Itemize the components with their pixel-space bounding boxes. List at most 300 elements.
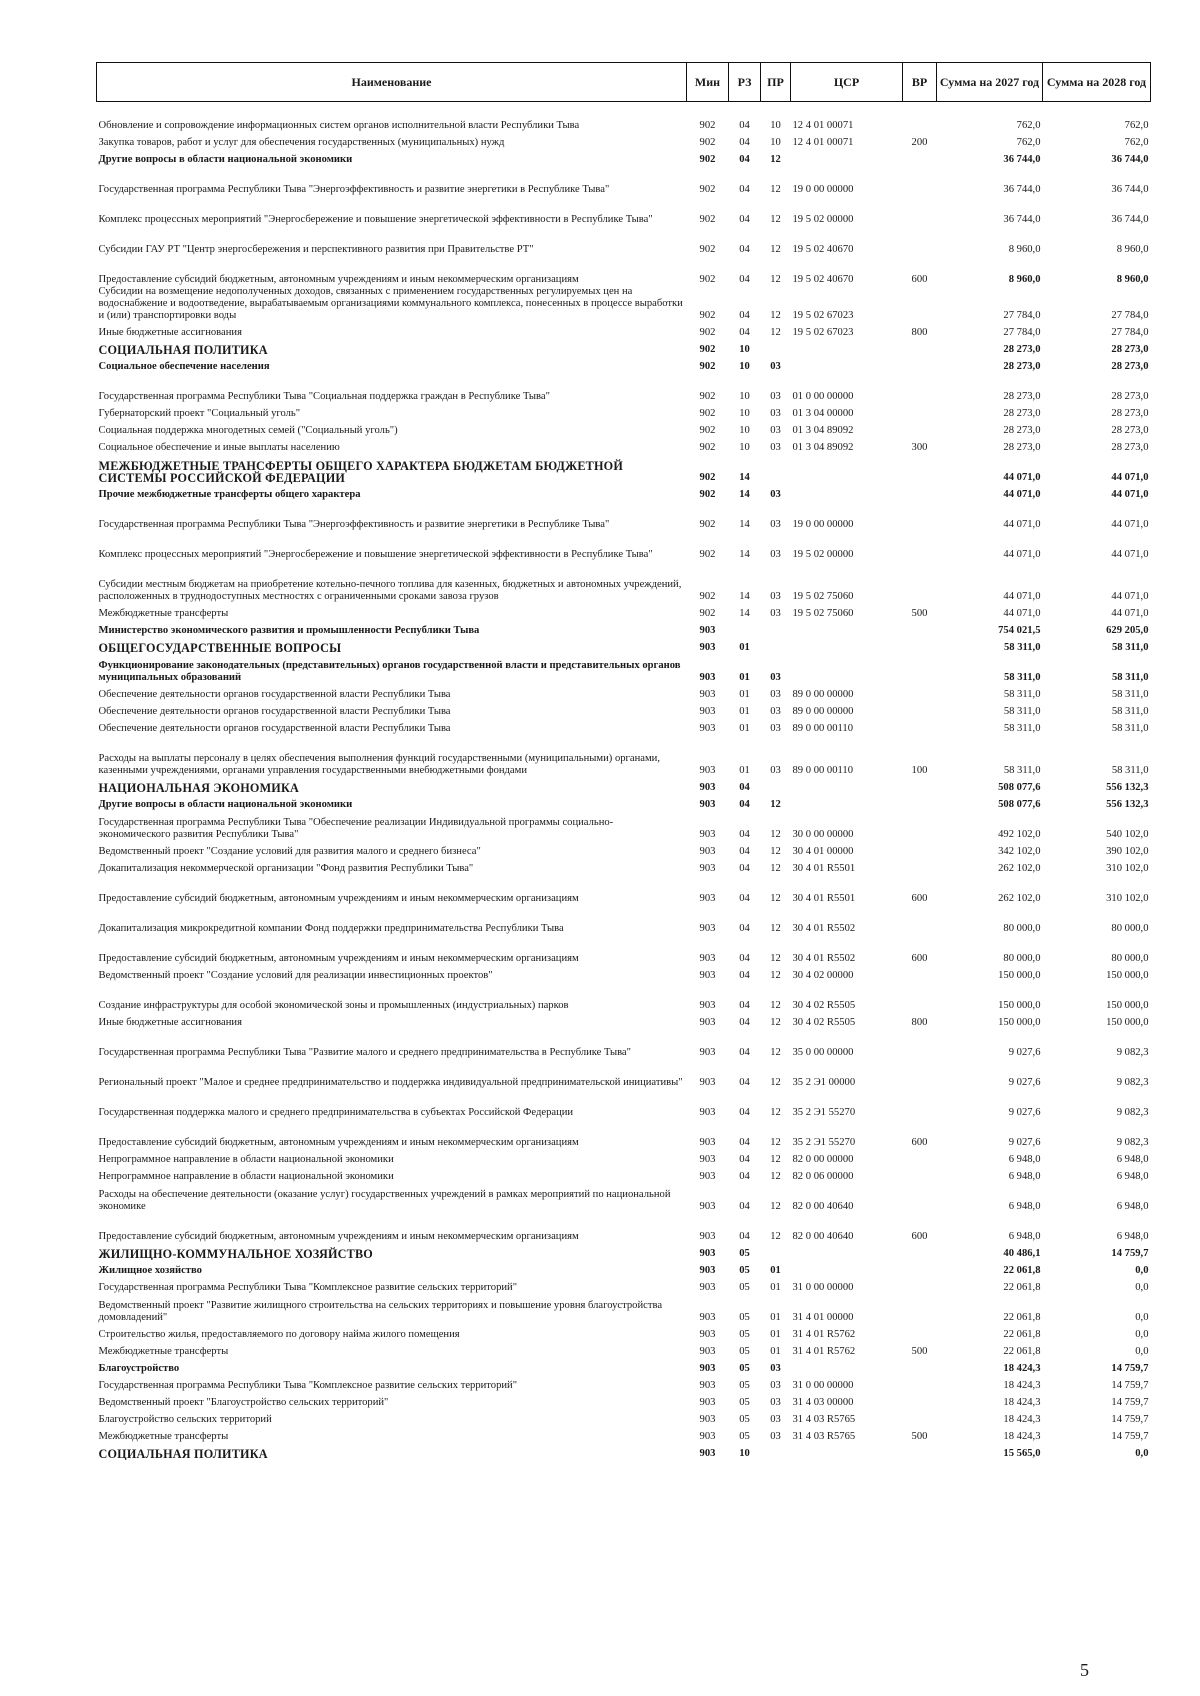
row-pr: 12 bbox=[770, 326, 781, 338]
row-name: Социальное обеспечение и иные выплаты населению bbox=[98, 441, 340, 453]
table-header bbox=[97, 63, 1151, 102]
row-vr: 600 bbox=[911, 892, 928, 904]
row-pr: 01 bbox=[770, 1328, 781, 1340]
row-rz: 04 bbox=[739, 1170, 750, 1182]
row-sum-2027: 80 000,0 bbox=[1003, 952, 1041, 964]
row-vr bbox=[903, 701, 937, 718]
row-sum-2028: 150 000,0 bbox=[1106, 999, 1149, 1011]
row-csr bbox=[791, 339, 903, 356]
row-vr: 600 bbox=[911, 1136, 928, 1148]
row-sum-2028: 629 205,0 bbox=[1106, 624, 1149, 636]
row-vr: 600 bbox=[911, 952, 928, 964]
row-pr: 03 bbox=[770, 518, 781, 530]
row-rz: 05 bbox=[739, 1379, 750, 1391]
row-name: Жилищное хозяйство bbox=[98, 1264, 202, 1276]
row-sum-2028: 28 273,0 bbox=[1111, 424, 1149, 436]
row-vr bbox=[903, 1029, 937, 1059]
table-row bbox=[97, 403, 1151, 420]
header-csr: ЦСР bbox=[791, 63, 903, 102]
row-name: Создание инфраструктуры для особой экономической зоны и промышленных (индустриальных) парков bbox=[98, 999, 569, 1011]
row-csr: 12 4 01 00071 bbox=[792, 119, 854, 131]
row-pr: 03 bbox=[770, 1379, 781, 1391]
row-sum-2028: 80 000,0 bbox=[1111, 952, 1149, 964]
row-min: 903 bbox=[699, 1362, 716, 1374]
row-pr: 12 bbox=[770, 309, 781, 321]
row-sum-2028: 28 273,0 bbox=[1111, 360, 1149, 372]
row-rz: 04 bbox=[739, 922, 750, 934]
row-vr bbox=[903, 777, 937, 794]
row-pr: 12 bbox=[770, 828, 781, 840]
header-sum-2028: Сумма на 2028 год bbox=[1043, 63, 1151, 102]
row-sum-2027: 22 061,8 bbox=[1003, 1281, 1041, 1293]
row-rz: 14 bbox=[739, 607, 750, 619]
row-csr: 31 4 01 00000 bbox=[792, 1311, 854, 1323]
row-sum-2027: 9 027,6 bbox=[1008, 1136, 1041, 1148]
row-min: 902 bbox=[699, 390, 716, 402]
row-sum-2027: 9 027,6 bbox=[1008, 1076, 1041, 1088]
table-row bbox=[97, 1260, 1151, 1277]
row-csr: 30 4 02 00000 bbox=[792, 969, 854, 981]
row-rz: 14 bbox=[739, 548, 750, 560]
row-min: 902 bbox=[699, 153, 716, 165]
row-min: 903 bbox=[699, 764, 716, 776]
row-sum-2027: 22 061,8 bbox=[1003, 1264, 1041, 1276]
row-pr bbox=[761, 777, 791, 794]
row-name: Государственная программа Республики Тыва "Комплексное развитие сельских территорий" bbox=[98, 1281, 518, 1293]
row-rz: 10 bbox=[739, 407, 750, 419]
row-rz: 10 bbox=[739, 424, 750, 436]
row-min: 903 bbox=[699, 828, 716, 840]
row-pr: 01 bbox=[770, 1345, 781, 1357]
row-pr: 03 bbox=[770, 1396, 781, 1408]
row-sum-2028: 58 311,0 bbox=[1111, 688, 1149, 700]
row-csr: 19 5 02 00000 bbox=[792, 548, 854, 560]
row-rz: 05 bbox=[739, 1362, 750, 1374]
row-vr bbox=[903, 356, 937, 373]
row-vr bbox=[903, 1277, 937, 1294]
row-sum-2028: 36 744,0 bbox=[1111, 213, 1149, 225]
row-min: 903 bbox=[699, 671, 716, 683]
row-min: 903 bbox=[699, 781, 716, 793]
row-min: 902 bbox=[699, 273, 716, 285]
row-sum-2028: 9 082,3 bbox=[1116, 1046, 1149, 1058]
page-number: 5 bbox=[1080, 1660, 1089, 1680]
row-name: Предоставление субсидий бюджетным, автономным учреждениям и иным некоммерческим организациям bbox=[98, 1230, 579, 1242]
row-rz: 04 bbox=[739, 1016, 750, 1028]
row-name: Государственная программа Республики Тыва "Комплексное развитие сельских территорий" bbox=[98, 1379, 518, 1391]
row-vr bbox=[903, 501, 937, 531]
row-csr: 31 4 01 R5762 bbox=[792, 1345, 856, 1357]
row-min: 903 bbox=[699, 1447, 716, 1459]
row-rz: 01 bbox=[739, 722, 750, 734]
row-sum-2027: 6 948,0 bbox=[1008, 1153, 1041, 1165]
row-csr: 35 2 Э1 55270 bbox=[792, 1106, 856, 1118]
row-sum-2028: 9 082,3 bbox=[1116, 1136, 1149, 1148]
row-rz: 04 bbox=[739, 845, 750, 857]
row-name: Расходы на выплаты персоналу в целях обеспечения выполнения функций государственными (муниципальными) органами, казенными учреждениями, органами управления государственными внебюджетными фондами bbox=[98, 752, 660, 776]
row-sum-2028: 150 000,0 bbox=[1106, 969, 1149, 981]
row-rz: 01 bbox=[739, 705, 750, 717]
table-row bbox=[97, 1029, 1151, 1059]
row-pr: 03 bbox=[770, 548, 781, 560]
row-sum-2027: 28 273,0 bbox=[1003, 343, 1041, 355]
row-name: Строительство жилья, предоставляемого по договору найма жилого помещения bbox=[98, 1328, 460, 1340]
row-pr: 12 bbox=[770, 999, 781, 1011]
row-sum-2027: 508 077,6 bbox=[998, 781, 1041, 793]
row-csr bbox=[791, 1260, 903, 1277]
row-sum-2028: 0,0 bbox=[1135, 1447, 1149, 1459]
row-vr bbox=[903, 420, 937, 437]
row-vr bbox=[903, 373, 937, 403]
row-pr: 12 bbox=[770, 1136, 781, 1148]
row-pr: 12 bbox=[770, 1200, 781, 1212]
row-vr bbox=[903, 637, 937, 654]
row-rz: 05 bbox=[739, 1430, 750, 1442]
table-row bbox=[97, 226, 1151, 256]
row-sum-2028: 14 759,7 bbox=[1111, 1247, 1149, 1259]
row-pr: 12 bbox=[770, 1076, 781, 1088]
row-rz: 04 bbox=[739, 999, 750, 1011]
table-row bbox=[97, 1243, 1151, 1260]
row-sum-2028: 28 273,0 bbox=[1111, 407, 1149, 419]
row-vr bbox=[903, 1243, 937, 1260]
row-name: Непрограммное направление в области национальной экономики bbox=[98, 1153, 394, 1165]
row-min: 903 bbox=[699, 1170, 716, 1182]
table-row bbox=[97, 1324, 1151, 1341]
row-sum-2028: 14 759,7 bbox=[1111, 1413, 1149, 1425]
table-row bbox=[97, 102, 1151, 132]
row-name: ОБЩЕГОСУДАРСТВЕННЫЕ ВОПРОСЫ bbox=[98, 640, 342, 654]
row-sum-2027: 22 061,8 bbox=[1003, 1328, 1041, 1340]
row-csr: 35 0 00 00000 bbox=[792, 1046, 854, 1058]
row-sum-2028: 0,0 bbox=[1135, 1264, 1149, 1276]
row-name: Государственная программа Республики Тыва "Обеспечение реализации Индивидуальной программы социально-экономического развития Республики Тыва" bbox=[98, 816, 614, 840]
row-rz: 04 bbox=[739, 1200, 750, 1212]
row-sum-2028: 80 000,0 bbox=[1111, 922, 1149, 934]
row-name: ЖИЛИЩНО-КОММУНАЛЬНОЕ ХОЗЯЙСТВО bbox=[98, 1246, 373, 1260]
row-min: 902 bbox=[699, 136, 716, 148]
row-csr: 19 5 02 75060 bbox=[792, 590, 854, 602]
row-sum-2028: 44 071,0 bbox=[1111, 548, 1149, 560]
table-row bbox=[97, 1059, 1151, 1089]
row-name: Предоставление субсидий бюджетным, автономным учреждениям и иным некоммерческим организациям bbox=[98, 273, 579, 285]
row-rz: 05 bbox=[739, 1328, 750, 1340]
row-pr: 01 bbox=[770, 1311, 781, 1323]
row-vr bbox=[903, 1375, 937, 1392]
row-min: 903 bbox=[699, 641, 716, 653]
row-name: Государственная программа Республики Тыва "Энергоэффективность и развитие энергетики в Республике Тыва" bbox=[98, 183, 610, 195]
row-sum-2027: 36 744,0 bbox=[1003, 153, 1041, 165]
row-vr: 800 bbox=[911, 326, 928, 338]
row-sum-2027: 18 424,3 bbox=[1003, 1430, 1041, 1442]
row-sum-2027: 36 744,0 bbox=[1003, 183, 1041, 195]
row-rz: 04 bbox=[739, 781, 750, 793]
table-row bbox=[97, 501, 1151, 531]
row-csr: 30 4 01 00000 bbox=[792, 845, 854, 857]
row-vr bbox=[903, 1089, 937, 1119]
row-sum-2028: 27 784,0 bbox=[1111, 309, 1149, 321]
row-sum-2027: 262 102,0 bbox=[998, 862, 1041, 874]
table-row bbox=[97, 149, 1151, 166]
row-csr bbox=[791, 1243, 903, 1260]
row-rz: 10 bbox=[739, 390, 750, 402]
row-sum-2027: 22 061,8 bbox=[1003, 1345, 1041, 1357]
row-min: 903 bbox=[699, 688, 716, 700]
table-row bbox=[97, 420, 1151, 437]
table-row bbox=[97, 654, 1151, 684]
row-name: Расходы на обеспечение деятельности (оказание услуг) государственных учреждений в рамках мероприятий по национальной экономике bbox=[98, 1188, 671, 1212]
row-csr: 31 4 03 R5765 bbox=[792, 1430, 856, 1442]
row-name: Региональный проект "Малое и среднее предпринимательство и поддержка индивидуальной предпринимательской инициативы" bbox=[98, 1076, 683, 1088]
row-vr bbox=[903, 684, 937, 701]
row-name: Ведомственный проект "Развитие жилищного строительства на сельских территориях и повышение уровня благоустройства домовладений" bbox=[98, 1299, 663, 1323]
row-csr: 82 0 00 40640 bbox=[792, 1200, 854, 1212]
row-sum-2027: 58 311,0 bbox=[1003, 688, 1041, 700]
row-csr: 19 5 02 40670 bbox=[792, 273, 854, 285]
row-sum-2027: 27 784,0 bbox=[1003, 326, 1041, 338]
row-csr bbox=[791, 356, 903, 373]
table-row bbox=[97, 1294, 1151, 1324]
table-row bbox=[97, 454, 1151, 484]
row-name: Предоставление субсидий бюджетным, автономным учреждениям и иным некоммерческим организациям bbox=[98, 952, 579, 964]
row-rz: 04 bbox=[739, 952, 750, 964]
row-csr: 01 3 04 89092 bbox=[792, 441, 854, 453]
row-sum-2028: 14 759,7 bbox=[1111, 1430, 1149, 1442]
row-pr: 12 bbox=[770, 1153, 781, 1165]
header-vr: ВР bbox=[903, 63, 937, 102]
row-sum-2027: 15 565,0 bbox=[1003, 1447, 1041, 1459]
row-name: Предоставление субсидий бюджетным, автономным учреждениям и иным некоммерческим организациям bbox=[98, 1136, 579, 1148]
row-rz: 10 bbox=[739, 1447, 750, 1459]
row-name: Докапитализация некоммерческой организации "Фонд развития Республики Тыва" bbox=[98, 862, 474, 874]
row-csr: 19 0 00 00000 bbox=[792, 183, 854, 195]
row-csr: 30 4 01 R5502 bbox=[792, 952, 856, 964]
row-pr: 03 bbox=[770, 441, 781, 453]
row-sum-2028: 6 948,0 bbox=[1116, 1170, 1149, 1182]
row-min: 902 bbox=[699, 309, 716, 321]
table-row bbox=[97, 735, 1151, 777]
table-row bbox=[97, 1183, 1151, 1213]
row-sum-2028: 556 132,3 bbox=[1106, 798, 1149, 810]
row-csr bbox=[791, 777, 903, 794]
row-sum-2028: 14 759,7 bbox=[1111, 1379, 1149, 1391]
row-name: Межбюджетные трансферты bbox=[98, 1345, 229, 1357]
table-row bbox=[97, 777, 1151, 794]
row-sum-2028: 310 102,0 bbox=[1106, 862, 1149, 874]
row-vr bbox=[903, 1409, 937, 1426]
row-vr bbox=[903, 841, 937, 858]
table-row bbox=[97, 1375, 1151, 1392]
row-name: Субсидии местным бюджетам на приобретение котельно-печного топлива для казенных, бюджетных и автономных учреждений, расположенных в труднодоступных местностях с ограниченными сроками завоза грузов bbox=[98, 578, 682, 602]
row-name: Другие вопросы в области национальной экономики bbox=[98, 153, 353, 165]
row-sum-2027: 44 071,0 bbox=[1003, 488, 1041, 500]
row-sum-2027: 8 960,0 bbox=[1008, 273, 1041, 285]
table-row bbox=[97, 637, 1151, 654]
row-sum-2028: 762,0 bbox=[1124, 119, 1149, 131]
table-row bbox=[97, 132, 1151, 149]
row-pr: 12 bbox=[770, 243, 781, 255]
row-sum-2027: 150 000,0 bbox=[998, 999, 1041, 1011]
row-rz: 04 bbox=[739, 862, 750, 874]
row-csr: 30 4 02 R5505 bbox=[792, 1016, 856, 1028]
row-name: Непрограммное направление в области национальной экономики bbox=[98, 1170, 394, 1182]
row-csr: 30 0 00 00000 bbox=[792, 828, 854, 840]
row-min: 902 bbox=[699, 441, 716, 453]
row-sum-2027: 508 077,6 bbox=[998, 798, 1041, 810]
row-vr bbox=[903, 166, 937, 196]
row-name: Ведомственный проект "Создание условий для реализации инвестиционных проектов" bbox=[98, 969, 493, 981]
row-rz: 14 bbox=[739, 488, 750, 500]
row-rz bbox=[729, 620, 761, 637]
row-min: 903 bbox=[699, 969, 716, 981]
row-rz: 04 bbox=[739, 183, 750, 195]
row-sum-2027: 58 311,0 bbox=[1003, 764, 1041, 776]
row-vr: 600 bbox=[911, 273, 928, 285]
row-sum-2027: 762,0 bbox=[1016, 136, 1041, 148]
table-row bbox=[97, 286, 1151, 322]
row-csr: 01 3 04 00000 bbox=[792, 407, 854, 419]
row-rz: 04 bbox=[739, 136, 750, 148]
row-pr bbox=[761, 454, 791, 484]
row-csr bbox=[791, 454, 903, 484]
row-sum-2027: 18 424,3 bbox=[1003, 1413, 1041, 1425]
row-csr bbox=[791, 1443, 903, 1460]
row-min: 903 bbox=[699, 1396, 716, 1408]
row-sum-2028: 44 071,0 bbox=[1111, 488, 1149, 500]
row-pr: 12 bbox=[770, 922, 781, 934]
table-row bbox=[97, 1358, 1151, 1375]
row-vr bbox=[903, 1294, 937, 1324]
row-name: Иные бюджетные ассигнования bbox=[98, 1016, 242, 1028]
row-name: Благоустройство bbox=[98, 1362, 180, 1374]
row-min: 903 bbox=[699, 862, 716, 874]
row-name: Предоставление субсидий бюджетным, автономным учреждениям и иным некоммерческим организациям bbox=[98, 892, 579, 904]
table-row bbox=[97, 841, 1151, 858]
row-csr: 19 5 02 75060 bbox=[792, 607, 854, 619]
row-rz: 14 bbox=[739, 590, 750, 602]
row-name: Государственная программа Республики Тыва "Развитие малого и среднего предпринимательства в Республике Тыва" bbox=[98, 1046, 631, 1058]
row-sum-2028: 14 759,7 bbox=[1111, 1362, 1149, 1374]
row-sum-2028: 9 082,3 bbox=[1116, 1076, 1149, 1088]
row-pr: 12 bbox=[770, 1106, 781, 1118]
row-name: Министерство экономического развития и промышленности Республики Тыва bbox=[98, 624, 480, 636]
row-min: 903 bbox=[699, 1345, 716, 1357]
row-rz: 04 bbox=[739, 1046, 750, 1058]
row-sum-2028: 36 744,0 bbox=[1111, 183, 1149, 195]
row-rz: 05 bbox=[739, 1413, 750, 1425]
row-sum-2027: 44 071,0 bbox=[1003, 590, 1041, 602]
row-rz: 05 bbox=[739, 1247, 750, 1259]
header-name: Наименование bbox=[97, 63, 687, 102]
row-sum-2027: 762,0 bbox=[1016, 119, 1041, 131]
row-csr bbox=[791, 484, 903, 501]
row-sum-2028: 310 102,0 bbox=[1106, 892, 1149, 904]
row-min: 903 bbox=[699, 1153, 716, 1165]
table-row bbox=[97, 684, 1151, 701]
row-rz: 10 bbox=[739, 360, 750, 372]
row-min: 903 bbox=[699, 1264, 716, 1276]
row-vr bbox=[903, 102, 937, 132]
row-min: 903 bbox=[699, 1413, 716, 1425]
table-row bbox=[97, 718, 1151, 735]
table-row bbox=[97, 437, 1151, 454]
row-pr: 03 bbox=[770, 488, 781, 500]
row-sum-2028: 0,0 bbox=[1135, 1281, 1149, 1293]
row-csr: 19 5 02 67023 bbox=[792, 309, 854, 321]
row-sum-2027: 80 000,0 bbox=[1003, 922, 1041, 934]
row-csr bbox=[791, 654, 903, 684]
row-sum-2028: 390 102,0 bbox=[1106, 845, 1149, 857]
row-name: Функционирование законодательных (представительных) органов государственной власти и представительных органов муниципальных образований bbox=[98, 659, 681, 683]
row-rz: 04 bbox=[739, 828, 750, 840]
row-rz: 04 bbox=[739, 273, 750, 285]
row-vr bbox=[903, 1149, 937, 1166]
row-sum-2027: 9 027,6 bbox=[1008, 1106, 1041, 1118]
row-min: 902 bbox=[699, 360, 716, 372]
row-sum-2027: 6 948,0 bbox=[1008, 1200, 1041, 1212]
row-min: 902 bbox=[699, 424, 716, 436]
table-row bbox=[97, 701, 1151, 718]
row-pr: 12 bbox=[770, 1046, 781, 1058]
row-sum-2028: 27 784,0 bbox=[1111, 326, 1149, 338]
row-vr bbox=[903, 1443, 937, 1460]
row-pr: 12 bbox=[770, 213, 781, 225]
row-vr bbox=[903, 484, 937, 501]
row-csr: 19 5 02 40670 bbox=[792, 243, 854, 255]
row-vr: 500 bbox=[911, 1345, 928, 1357]
row-rz: 04 bbox=[739, 798, 750, 810]
row-vr: 100 bbox=[911, 764, 928, 776]
row-min: 903 bbox=[699, 1430, 716, 1442]
row-min: 903 bbox=[699, 1230, 716, 1242]
row-pr: 12 bbox=[770, 892, 781, 904]
row-sum-2027: 28 273,0 bbox=[1003, 390, 1041, 402]
row-name: НАЦИОНАЛЬНАЯ ЭКОНОМИКА bbox=[98, 780, 300, 794]
row-name: Другие вопросы в области национальной экономики bbox=[98, 798, 353, 810]
row-pr: 12 bbox=[770, 845, 781, 857]
row-min: 903 bbox=[699, 1379, 716, 1391]
row-name: Государственная программа Республики Тыва "Энергоэффективность и развитие энергетики в Республике Тыва" bbox=[98, 518, 610, 530]
row-vr bbox=[903, 620, 937, 637]
table-row bbox=[97, 1149, 1151, 1166]
row-csr: 01 0 00 00000 bbox=[792, 390, 854, 402]
row-name: Ведомственный проект "Создание условий для развития малого и среднего бизнеса" bbox=[98, 845, 481, 857]
row-min: 903 bbox=[699, 1281, 716, 1293]
row-pr: 03 bbox=[770, 360, 781, 372]
row-rz: 04 bbox=[739, 1076, 750, 1088]
row-rz: 04 bbox=[739, 213, 750, 225]
row-csr: 30 4 02 R5505 bbox=[792, 999, 856, 1011]
row-sum-2027: 150 000,0 bbox=[998, 1016, 1041, 1028]
row-vr bbox=[903, 794, 937, 811]
row-csr: 31 0 00 00000 bbox=[792, 1379, 854, 1391]
row-vr bbox=[903, 149, 937, 166]
row-csr: 31 0 00 00000 bbox=[792, 1281, 854, 1293]
row-min: 902 bbox=[699, 548, 716, 560]
row-min: 903 bbox=[699, 845, 716, 857]
row-csr: 89 0 00 00000 bbox=[792, 705, 854, 717]
row-sum-2027: 40 486,1 bbox=[1003, 1247, 1041, 1259]
row-csr: 89 0 00 00000 bbox=[792, 688, 854, 700]
row-csr: 31 4 01 R5762 bbox=[792, 1328, 856, 1340]
row-rz: 05 bbox=[739, 1311, 750, 1323]
row-sum-2028: 8 960,0 bbox=[1116, 273, 1149, 285]
row-rz: 10 bbox=[739, 441, 750, 453]
row-rz: 01 bbox=[739, 764, 750, 776]
row-vr bbox=[903, 1166, 937, 1183]
row-sum-2027: 22 061,8 bbox=[1003, 1311, 1041, 1323]
row-sum-2028: 150 000,0 bbox=[1106, 1016, 1149, 1028]
